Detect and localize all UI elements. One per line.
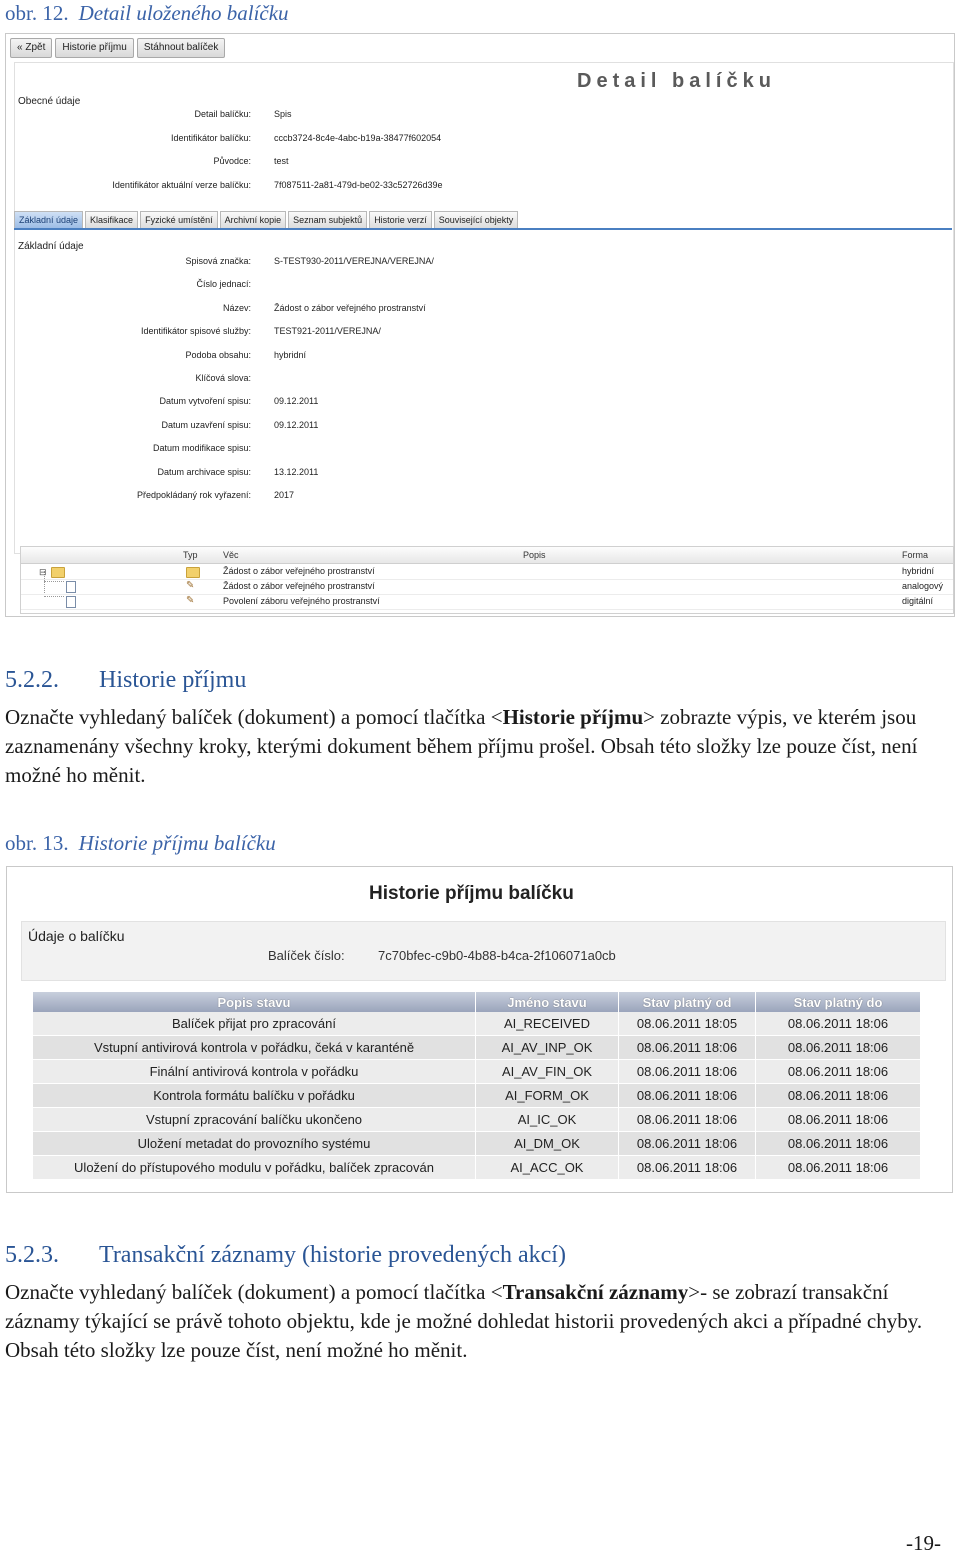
valid-from-cell: 08.06.2011 18:06 (619, 1132, 756, 1156)
state-description-cell: Uložení do přístupového modulu v pořádku, balíček zpracován (33, 1156, 476, 1180)
general-field-label: Identifikátor balíčku: (170, 132, 251, 143)
section-5-2-2-heading (5, 667, 246, 694)
header-state-description[interactable]: Popis stavu (33, 992, 476, 1012)
basic-field-label: Číslo jednací: (196, 279, 251, 290)
basic-field-value: hybridní (274, 349, 307, 360)
grid-header-type[interactable]: Typ (183, 550, 198, 560)
basic-field-label: Datum uzavření spisu: (161, 419, 251, 430)
state-name-cell: AI_IC_OK (476, 1108, 619, 1132)
section-5-2-2-paragraph (5, 703, 950, 790)
grid-cell-subject: Povolení záboru veřejného prostranství (223, 596, 380, 606)
page-number: -19- (906, 1531, 941, 1555)
table-row[interactable] (21, 579, 953, 595)
valid-to-cell: 08.06.2011 18:06 (756, 1084, 921, 1108)
valid-from-cell: 08.06.2011 18:06 (619, 1156, 756, 1180)
state-description-cell: Uložení metadat do provozního systému (33, 1132, 476, 1156)
tab-archive-copy[interactable]: Archivní kopie (220, 211, 287, 228)
basic-field-label: Datum archivace spisu: (157, 466, 251, 477)
history-heading: Historie příjmu balíčku (369, 883, 574, 904)
detail-heading: Detail balíčku (577, 70, 776, 92)
grid-cell-form: hybridní (902, 566, 935, 576)
section-5-2-3-heading (5, 1242, 566, 1269)
button-reference: Historie příjmu (502, 705, 644, 729)
state-description-cell: Vstupní antivirová kontrola v pořádku, čeká v karanténě (33, 1036, 476, 1060)
table-row[interactable] (33, 1132, 921, 1156)
basic-field-label: Spisová značka: (185, 256, 251, 266)
basic-field-value: 2017 (274, 490, 295, 500)
general-field-label: Původce: (213, 156, 251, 166)
valid-from-cell: 08.06.2011 18:05 (619, 1012, 756, 1036)
caption-number: obr. 12. (5, 1, 69, 25)
grid-header-subject[interactable]: Věc (223, 550, 239, 560)
state-name-cell: AI_DM_OK (476, 1132, 619, 1156)
pencil-icon: ✎ (186, 595, 195, 606)
valid-from-cell: 08.06.2011 18:06 (619, 1108, 756, 1132)
grid-cell-form: analogový (902, 581, 944, 591)
general-field-value: test (274, 156, 289, 166)
basic-field-label: Klíčová slova: (195, 373, 251, 383)
basic-field-value: TEST921-2011/VEREJNA/ (274, 326, 381, 337)
grid-header-form[interactable]: Forma (902, 550, 929, 560)
paragraph-text: Označte vyhledaný balíček (dokument) a pomocí tlačítka < (5, 1280, 503, 1304)
state-description-cell: Vstupní zpracování balíčku ukončeno (33, 1108, 476, 1132)
basic-field-label: Předpokládaný rok vyřazení: (136, 490, 251, 500)
caption-title: Detail uloženého balíčku (78, 1, 289, 25)
valid-to-cell: 08.06.2011 18:06 (756, 1036, 921, 1060)
basic-section-label: Základní údaje (18, 241, 84, 252)
toolbar (10, 38, 225, 58)
header-valid-to[interactable]: Stav platný do (756, 992, 921, 1012)
caption-number: obr. 13. (5, 831, 69, 855)
receipt-history-button[interactable]: Historie příjmu (55, 38, 133, 58)
paragraph-text: >- se zobrazí transakční záznamy týkající se právě tohoto objektu, kde je možné dohledat historii provedených akci a případné chyby. Obsah této složky lze pouze číst, není možné ho měnit. (5, 1280, 923, 1362)
basic-field-label: Datum vytvoření spisu: (159, 396, 251, 407)
section-title: Transakční záznamy (historie provedených akcí) (99, 1242, 566, 1268)
basic-field-value: 13.12.2011 (274, 466, 319, 477)
section-number: 5.2.2. (5, 667, 59, 693)
state-name-cell: AI_ACC_OK (476, 1156, 619, 1180)
tab-physical-location[interactable]: Fyzické umístění (140, 211, 218, 228)
general-section-label: Obecné údaje (18, 96, 81, 107)
section-5-2-3-paragraph (5, 1278, 950, 1365)
basic-field-value: 09.12.2011 (274, 419, 319, 430)
state-description-cell: Finální antivirová kontrola v pořádku (33, 1060, 476, 1084)
header-state-name[interactable]: Jméno stavu (476, 992, 619, 1012)
basic-field-label: Datum modifikace spisu: (152, 443, 251, 454)
paragraph-text: Označte vyhledaný balíček (dokument) a pomocí tlačítka < (5, 705, 503, 729)
package-info-box (21, 921, 946, 981)
back-button[interactable]: « Zpět (10, 38, 52, 58)
tab-basic[interactable]: Základní údaje (14, 211, 83, 228)
package-info-label: Údaje o balíčku (28, 928, 125, 944)
table-header-row (33, 992, 921, 1012)
general-field-label: Identifikátor aktuální verze balíčku: (112, 179, 251, 190)
grid-cell-subject: Žádost o zábor veřejného prostranství (223, 566, 375, 576)
basic-field-value: Žádost o zábor veřejného prostranství (274, 302, 426, 313)
folder-icon (51, 567, 65, 578)
state-name-cell: AI_FORM_OK (476, 1084, 619, 1108)
grid-header-description[interactable]: Popis (523, 550, 546, 560)
valid-to-cell: 08.06.2011 18:06 (756, 1132, 921, 1156)
table-row[interactable] (33, 1060, 921, 1084)
grid-header (21, 547, 953, 564)
objects-grid (20, 546, 954, 614)
tab-version-history[interactable]: Historie verzí (369, 211, 432, 228)
caption-title: Historie příjmu balíčku (78, 831, 276, 855)
basic-field-label: Podoba obsahu: (185, 349, 251, 360)
general-field-label: Detail balíčku: (194, 109, 251, 119)
state-description-cell: Balíček přijat pro zpracování (33, 1012, 476, 1036)
button-reference: Transakční záznamy (502, 1280, 689, 1304)
basic-field-value: S-TEST930-2011/VEREJNA/VEREJNA/ (274, 256, 434, 266)
table-row[interactable] (21, 564, 953, 580)
table-row[interactable] (33, 1156, 921, 1180)
paragraph-text: > zobrazte výpis, ve kterém jsou zaznamenány všechny kroky, kterými dokument během příjmu prošel. Obsah této složky lze pouze číst, není možné ho měnit. (5, 705, 918, 787)
tab-subjects[interactable]: Seznam subjektů (288, 211, 367, 228)
header-valid-from[interactable]: Stav platný od (619, 992, 756, 1012)
figure-12-caption (5, 1, 289, 26)
valid-to-cell: 08.06.2011 18:06 (756, 1156, 921, 1180)
general-field-value: cccb3724-8c4e-4abc-b19a-38477f602054 (274, 132, 442, 143)
valid-to-cell: 08.06.2011 18:06 (756, 1060, 921, 1084)
detail-tabs (14, 210, 952, 230)
package-number-value: 7c70bfec-c9b0-4b88-b4ca-2f106071a0cb (378, 948, 616, 963)
pencil-icon: ✎ (186, 580, 195, 591)
table-row[interactable] (33, 1036, 921, 1060)
document-icon (66, 581, 76, 593)
folder-icon (186, 567, 200, 578)
grid-cell-form: digitální (902, 596, 934, 606)
table-row[interactable] (21, 594, 953, 610)
history-table (33, 992, 921, 1180)
state-name-cell: AI_RECEIVED (476, 1012, 619, 1036)
figure-13-caption (5, 831, 276, 856)
state-description-cell: Kontrola formátu balíčku v pořádku (33, 1084, 476, 1108)
valid-to-cell: 08.06.2011 18:06 (756, 1108, 921, 1132)
document-icon (66, 596, 76, 608)
basic-field-label: Název: (222, 302, 251, 313)
receipt-history-screenshot (6, 866, 953, 1193)
valid-from-cell: 08.06.2011 18:06 (619, 1060, 756, 1084)
table-row[interactable] (33, 1108, 921, 1132)
general-field-value: 7f087511-2a81-479d-be02-33c52726d39e (274, 179, 443, 190)
section-number: 5.2.3. (5, 1242, 59, 1268)
tab-classification[interactable]: Klasifikace (85, 211, 138, 228)
valid-from-cell: 08.06.2011 18:06 (619, 1084, 756, 1108)
general-field-value: Spis (274, 109, 292, 119)
grid-cell-subject: Žádost o zábor veřejného prostranství (223, 581, 375, 591)
tab-related-objects[interactable]: Související objekty (434, 211, 519, 228)
collapse-icon[interactable]: ⊟ (39, 567, 47, 577)
table-row[interactable] (33, 1012, 921, 1036)
package-detail-screenshot (5, 33, 955, 617)
valid-from-cell: 08.06.2011 18:06 (619, 1036, 756, 1060)
basic-field-label: Identifikátor spisové služby: (140, 326, 251, 337)
valid-to-cell: 08.06.2011 18:06 (756, 1012, 921, 1036)
download-package-button[interactable]: Stáhnout balíček (137, 38, 226, 58)
table-row[interactable] (33, 1084, 921, 1108)
basic-field-value: 09.12.2011 (274, 396, 319, 407)
state-name-cell: AI_AV_FIN_OK (476, 1060, 619, 1084)
package-number-label: Balíček číslo: (268, 948, 345, 963)
state-name-cell: AI_AV_INP_OK (476, 1036, 619, 1060)
section-title: Historie příjmu (99, 667, 247, 693)
